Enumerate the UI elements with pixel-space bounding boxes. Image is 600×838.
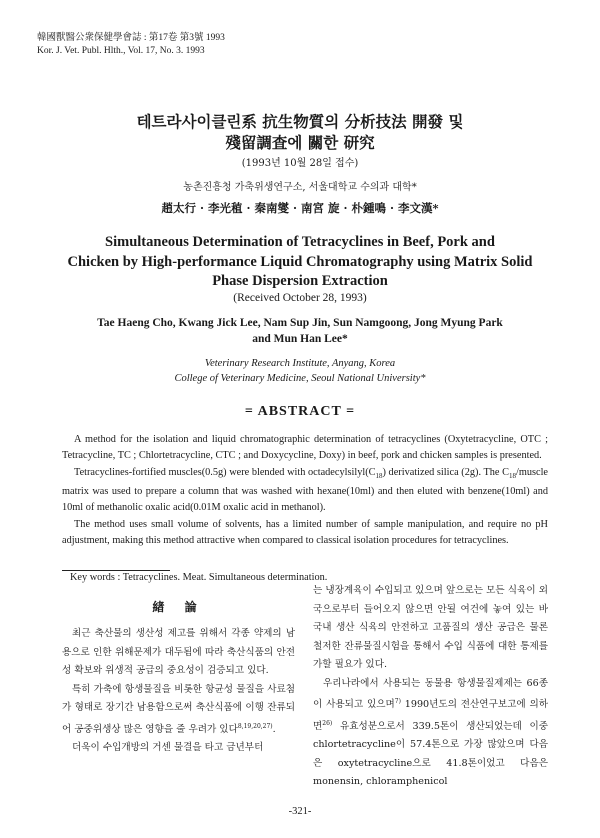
english-title-line2: Chicken by High-performance Liquid Chromatography using Matrix Solid	[67, 253, 533, 270]
korean-title-line1: 테트라사이클린系 抗生物質의 分析技法 開發 및	[136, 112, 464, 131]
english-authors-line1: Tae Haeng Cho, Kwang Jick Lee, Nam Sup Jin, Sun Namgoong, Jong Myung Park	[97, 317, 503, 329]
journal-korean: 韓國獸醫公衆保健學會誌 : 第17卷 第3號 1993	[37, 33, 225, 43]
english-title-line3: Phase Dispersion Extraction	[212, 273, 388, 289]
abstract-para3: The method uses small volume of solvents, has a limited number of sample manipulation, and require no pH adjustment, making this method attractive when compared to classical isolation procedures for tetracyclines.	[62, 518, 548, 546]
keywords-label: Key words :	[70, 572, 121, 583]
journal-header	[37, 32, 225, 58]
left-para1: 최근 축산물의 생산성 제고를 위해서 각종 약제의 남용으로 인한 위해문제가 대두됨에 따라 축산식품의 안전성 확보와 위생적 공급의 중요성이 검증되고 있다.	[62, 628, 295, 676]
english-aff-line1: Veterinary Research Institute, Anyang, Korea	[204, 358, 396, 369]
abstract-body	[62, 432, 548, 549]
english-title	[0, 233, 600, 292]
keywords-text: Tetracyclines. Meat. Simultaneous determination.	[122, 572, 328, 583]
page-number: -321-	[288, 806, 312, 817]
right-column	[313, 582, 548, 792]
english-authors-line2: and Mun Han Lee*	[252, 333, 348, 345]
korean-title	[0, 111, 600, 153]
section-heading: 緖 論	[152, 600, 205, 614]
keywords-divider	[62, 570, 170, 571]
section-heading-wrap	[62, 590, 295, 614]
left-column	[62, 625, 295, 758]
english-aff-line2: College of Veterinary Medicine, Seoul National University*	[174, 373, 426, 384]
english-title-line1: Simultaneous Determination of Tetracyclines in Beef, Pork and	[105, 234, 495, 250]
abstract-para2: Tetracyclines-fortified muscles(0.5g) were blended with $octadecylsilyl(C_{18})$ derivatized silica (2g). The $C_{18}$/muscle matrix was used to prepare a column that was washed with hexane(10ml) and then eluted with benzene(10ml) and 10ml of methanolic oxalic acid(0.01M oxalic acid in methanol).	[62, 466, 548, 514]
abstract-heading: = ABSTRACT =	[244, 404, 356, 419]
korean-title-line2: 殘留調査에 關한 研究	[225, 133, 375, 152]
left-para2: 특히 가축에 항생물질을 비롯한 항균성 물질을 사료첨가 형태로 장기간 남용함으로써 축산식품에 이행 잔류되어 공중위생상 많은 영향을 줄 우려가 있다$^{8,19,20,27)}$.	[62, 683, 295, 735]
journal-english: Kor. J. Vet. Publ. Hlth., Vol. 17, No. 3. 1993	[37, 46, 205, 56]
korean-affiliation: 농촌진흥청 가축위생연구소, 서울대학교 수의과 대학*	[183, 182, 417, 193]
korean-received: (1993년 10월 28일 접수)	[241, 158, 359, 169]
english-affiliations	[0, 356, 600, 386]
left-para3: 더욱이 수입개방의 거센 물결을 타고 금년부터	[72, 742, 264, 754]
english-received: (Received October 28, 1993)	[233, 292, 367, 304]
keywords	[70, 572, 327, 583]
abstract-para1: A method for the isolation and liquid chromatographic determination of tetracyclines (Oxytetracycline, OTC ; Tetracycline, TC ; Chlortetracycline, CTC ; and Doxycycline, Doxy) in beef, pork and chicken samples is presented.	[62, 434, 548, 462]
right-para1: 는 냉장계육이 수입되고 있으며 앞으로는 모든 식육이 외국으로부터 들어오지 않으면 안될 여건에 놓여 있는 바 국내 생산 식육의 안전하고 고품질의 생산 공급은 물론 철저한 잔류물질시험을 통해서 수입 식품에 대한 통제를 가할 필요가 있다.	[313, 585, 548, 670]
english-authors	[0, 315, 600, 347]
right-para2: 우리나라에서 사용되는 동물용 항생물질제제는 66종이 사용되고 있으며$^{7)}$ 1990년도의 전산연구보고에 의하면$^{26)}$ 유효성분으로서 339.5톤이 생산되었는데 이중 chlortetracycline이 57.4톤으로 가장 많았으며 다음은 oxytetracycline으로 41.8톤이었고 다음은 monensin, chloramphenicol	[313, 677, 548, 788]
korean-authors: 趙太行 · 李光稙 · 秦南燮 · 南宮 旋 · 朴鍾鳴 · 李文漢*	[161, 201, 439, 215]
